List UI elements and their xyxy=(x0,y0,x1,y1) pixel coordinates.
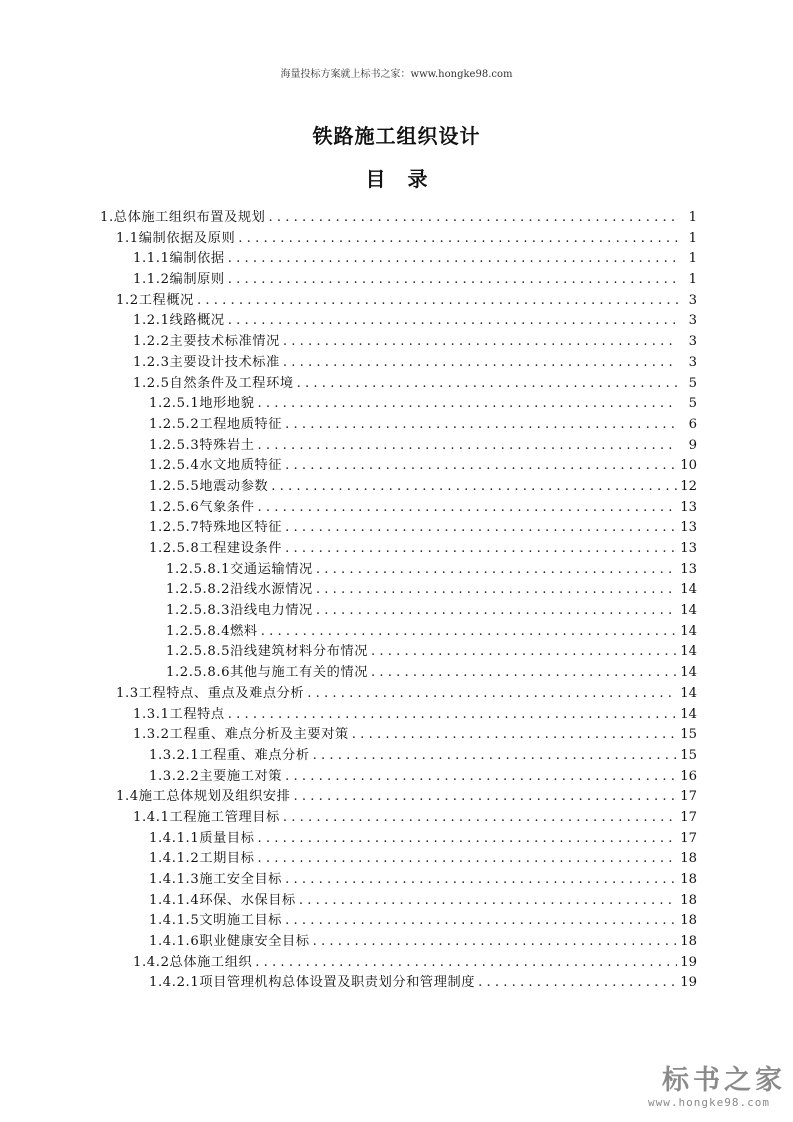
toc-entry-page: 17 xyxy=(680,789,697,805)
toc-entry-page: 16 xyxy=(680,768,697,784)
toc-entry-label: 1.4.1.5文明施工目标 xyxy=(149,913,283,929)
toc-entry[interactable] xyxy=(100,951,697,972)
toc-leader-dots xyxy=(352,727,677,742)
toc-entry-page: 18 xyxy=(680,934,697,950)
toc-leader-dots xyxy=(297,376,678,391)
toc-entry-label: 1.1.2编制原则 xyxy=(133,272,225,288)
toc-leader-dots xyxy=(285,872,677,887)
toc-entry[interactable] xyxy=(100,227,697,248)
toc-leader-dots xyxy=(228,251,678,266)
toc-entry-label: 1.4.1.1质量目标 xyxy=(149,830,255,846)
toc-entry-page: 6 xyxy=(688,416,697,432)
watermark-brand: 标书之家 xyxy=(662,1065,786,1096)
toc-entry-page: 10 xyxy=(680,458,697,474)
toc-leader-dots xyxy=(316,562,677,577)
toc-entry-label: 1.2.1线路概况 xyxy=(133,313,225,329)
toc-entry-label: 1.2.5.8.1交通运输情况 xyxy=(166,561,313,577)
toc-entry-page: 18 xyxy=(680,872,697,887)
toc-entry-page: 18 xyxy=(680,913,697,929)
toc-entry-label: 1.3.2工程重、难点分析及主要对策 xyxy=(133,727,349,743)
toc-entry[interactable] xyxy=(100,516,697,537)
table-of-contents xyxy=(100,206,697,992)
toc-entry-label: 1.2.5.8.6其他与施工有关的情况 xyxy=(166,665,368,681)
toc-entry[interactable] xyxy=(100,744,697,765)
toc-leader-dots xyxy=(268,210,678,225)
toc-leader-dots xyxy=(228,272,678,287)
toc-entry[interactable] xyxy=(100,723,697,744)
page-header: 海量投标方案就上标书之家：www.hongke98.com xyxy=(280,69,513,80)
toc-entry-page: 14 xyxy=(680,685,697,701)
toc-entry-label: 1.1.1编制依据 xyxy=(133,251,225,267)
toc-leader-dots xyxy=(371,644,677,659)
toc-entry[interactable] xyxy=(100,889,697,910)
toc-entry-page: 1 xyxy=(688,230,697,246)
toc-entry[interactable] xyxy=(100,578,697,599)
toc-entry-page: 1 xyxy=(688,251,697,267)
toc-entry[interactable] xyxy=(100,868,697,889)
toc-entry-label: 1.4.1.2工期目标 xyxy=(149,851,255,867)
toc-entry[interactable] xyxy=(100,372,697,393)
toc-entry-page: 19 xyxy=(680,954,697,970)
toc-entry-page: 14 xyxy=(680,706,697,722)
toc-entry-label: 1.2.5.6气象条件 xyxy=(149,499,255,515)
toc-entry-page: 1 xyxy=(688,210,697,225)
toc-entry[interactable] xyxy=(100,682,697,703)
toc-leader-dots xyxy=(316,582,677,597)
toc-entry-label: 1.3.2.2主要施工对策 xyxy=(149,768,283,784)
toc-leader-dots xyxy=(285,769,677,784)
toc-leader-dots xyxy=(261,624,678,639)
toc-leader-dots xyxy=(316,603,677,618)
toc-entry[interactable] xyxy=(100,785,697,806)
toc-entry-label: 1.2.5.3特殊岩土 xyxy=(149,437,255,453)
toc-entry-page: 5 xyxy=(688,396,697,412)
toc-entry-label: 1.2.5.8.2沿线水源情况 xyxy=(166,582,313,598)
toc-leader-dots xyxy=(283,334,678,349)
toc-leader-dots xyxy=(283,355,678,370)
toc-leader-dots xyxy=(258,851,678,866)
toc-entry-page: 9 xyxy=(688,437,697,453)
toc-entry-label: 1.2.5.7特殊地区特征 xyxy=(149,520,283,536)
toc-entry[interactable] xyxy=(100,247,697,268)
toc-entry[interactable] xyxy=(100,268,697,289)
toc-entry-page: 14 xyxy=(680,644,697,660)
toc-entry[interactable] xyxy=(100,971,697,992)
toc-entry-page: 3 xyxy=(688,313,697,329)
toc-leader-dots xyxy=(478,975,677,990)
toc-leader-dots xyxy=(197,293,678,308)
watermark-url: www.hongke98.com xyxy=(648,1096,770,1109)
toc-entry[interactable] xyxy=(100,496,697,517)
toc-leader-dots xyxy=(238,231,678,246)
toc-leader-dots xyxy=(285,913,677,928)
toc-entry[interactable] xyxy=(100,620,697,641)
toc-entry-label: 1.2.5.1地形地貌 xyxy=(149,396,255,412)
toc-entry[interactable] xyxy=(100,640,697,661)
toc-entry-label: 1.4.1.4环保、水保目标 xyxy=(149,892,296,908)
toc-leader-dots xyxy=(371,665,677,680)
toc-entry-page: 13 xyxy=(680,520,697,536)
toc-entry[interactable] xyxy=(100,392,697,413)
toc-entry[interactable] xyxy=(100,206,697,227)
toc-entry-page: 13 xyxy=(680,561,697,577)
toc-entry-label: 1.3工程特点、重点及难点分析 xyxy=(116,685,305,701)
toc-leader-dots xyxy=(307,686,677,701)
toc-leader-dots xyxy=(299,893,677,908)
toc-entry-label: 1.2.3主要设计技术标准 xyxy=(133,354,280,370)
toc-entry[interactable] xyxy=(100,475,697,496)
toc-entry[interactable] xyxy=(100,703,697,724)
toc-entry-label: 1.2.5.5地震动参数 xyxy=(149,478,269,494)
toc-entry-page: 1 xyxy=(688,272,697,288)
toc-entry-label: 1.3.2.1工程重、难点分析 xyxy=(149,747,310,763)
toc-entry[interactable] xyxy=(100,930,697,951)
toc-entry-label: 1.4.1.6职业健康安全目标 xyxy=(149,934,310,950)
toc-entry[interactable] xyxy=(100,330,697,351)
toc-entry-label: 1.2工程概况 xyxy=(116,292,194,308)
toc-entry-page: 14 xyxy=(680,582,697,598)
toc-leader-dots xyxy=(255,955,677,970)
toc-leader-dots xyxy=(313,748,678,763)
toc-entry-label: 1.4.2.1项目管理机构总体设置及职责划分和管理制度 xyxy=(149,975,476,991)
toc-entry-page: 3 xyxy=(688,292,697,308)
toc-entry[interactable] xyxy=(100,309,697,330)
toc-leader-dots xyxy=(285,541,677,556)
toc-entry-page: 14 xyxy=(680,665,697,681)
toc-entry-label: 1.2.5自然条件及工程环境 xyxy=(133,375,294,391)
toc-leader-dots xyxy=(271,479,677,494)
toc-entry-page: 15 xyxy=(680,747,697,763)
toc-leader-dots xyxy=(293,789,677,804)
toc-entry-label: 1.4.2总体施工组织 xyxy=(133,954,253,970)
toc-entry-label: 1.2.5.8工程建设条件 xyxy=(149,541,283,556)
toc-leader-dots xyxy=(283,810,677,825)
toc-entry[interactable] xyxy=(100,351,697,372)
toc-entry-label: 1.4施工总体规划及组织安排 xyxy=(116,789,291,805)
toc-entry-page: 15 xyxy=(680,727,697,743)
toc-entry-label: 1.2.5.8.5沿线建筑材料分布情况 xyxy=(166,644,368,660)
toc-entry[interactable] xyxy=(100,434,697,455)
toc-entry[interactable] xyxy=(100,558,697,579)
toc-entry[interactable] xyxy=(100,454,697,475)
toc-entry[interactable] xyxy=(100,661,697,682)
toc-entry-label: 1.2.5.2工程地质特征 xyxy=(149,416,283,432)
toc-entry-page: 14 xyxy=(680,603,697,619)
toc-entry-label: 1.4.1.3施工安全目标 xyxy=(149,872,283,887)
toc-leader-dots xyxy=(313,934,678,949)
toc-entry-label: 1.3.1工程特点 xyxy=(133,706,225,722)
toc-entry[interactable] xyxy=(100,599,697,620)
toc-entry-page: 13 xyxy=(680,499,697,515)
toc-leader-dots xyxy=(258,831,678,846)
toc-entry-label: 1.总体施工组织布置及规划 xyxy=(100,210,266,225)
toc-leader-dots xyxy=(285,458,677,473)
toc-entry[interactable] xyxy=(100,827,697,848)
toc-entry-page: 17 xyxy=(680,809,697,825)
toc-entry-page: 12 xyxy=(680,478,697,494)
toc-entry[interactable] xyxy=(100,806,697,827)
toc-entry-label: 1.1编制依据及原则 xyxy=(116,230,236,246)
toc-entry-page: 14 xyxy=(680,623,697,639)
toc-entry[interactable] xyxy=(100,289,697,310)
toc-entry[interactable] xyxy=(100,413,697,434)
toc-entry-page: 3 xyxy=(688,354,697,370)
toc-leader-dots xyxy=(285,417,678,432)
toc-entry-page: 17 xyxy=(680,830,697,846)
toc-leader-dots xyxy=(228,313,678,328)
toc-entry-page: 3 xyxy=(688,334,697,350)
watermark-logo xyxy=(640,1058,790,1118)
toc-leader-dots xyxy=(285,520,677,535)
toc-heading: 目录 xyxy=(365,167,450,191)
toc-entry-page: 18 xyxy=(680,892,697,908)
toc-entry[interactable] xyxy=(100,847,697,868)
document-title: 铁路施工组织设计 xyxy=(312,124,481,148)
toc-entry-label: 1.2.5.8.4燃料 xyxy=(166,623,258,639)
toc-entry-label: 1.4.1工程施工管理目标 xyxy=(133,809,280,825)
toc-leader-dots xyxy=(258,396,679,411)
toc-leader-dots xyxy=(258,500,678,515)
toc-entry-page: 5 xyxy=(688,375,697,391)
toc-entry-label: 1.2.5.4水文地质特征 xyxy=(149,458,283,474)
toc-entry[interactable] xyxy=(100,765,697,786)
toc-entry-page: 19 xyxy=(680,975,697,991)
toc-entry-page: 18 xyxy=(680,851,697,867)
toc-leader-dots xyxy=(258,438,679,453)
toc-entry-page: 13 xyxy=(680,541,697,556)
toc-entry-label: 1.2.5.8.3沿线电力情况 xyxy=(166,603,313,619)
toc-leader-dots xyxy=(228,707,678,722)
toc-entry-label: 1.2.2主要技术标准情况 xyxy=(133,334,280,350)
toc-entry[interactable] xyxy=(100,537,697,558)
toc-entry[interactable] xyxy=(100,909,697,930)
